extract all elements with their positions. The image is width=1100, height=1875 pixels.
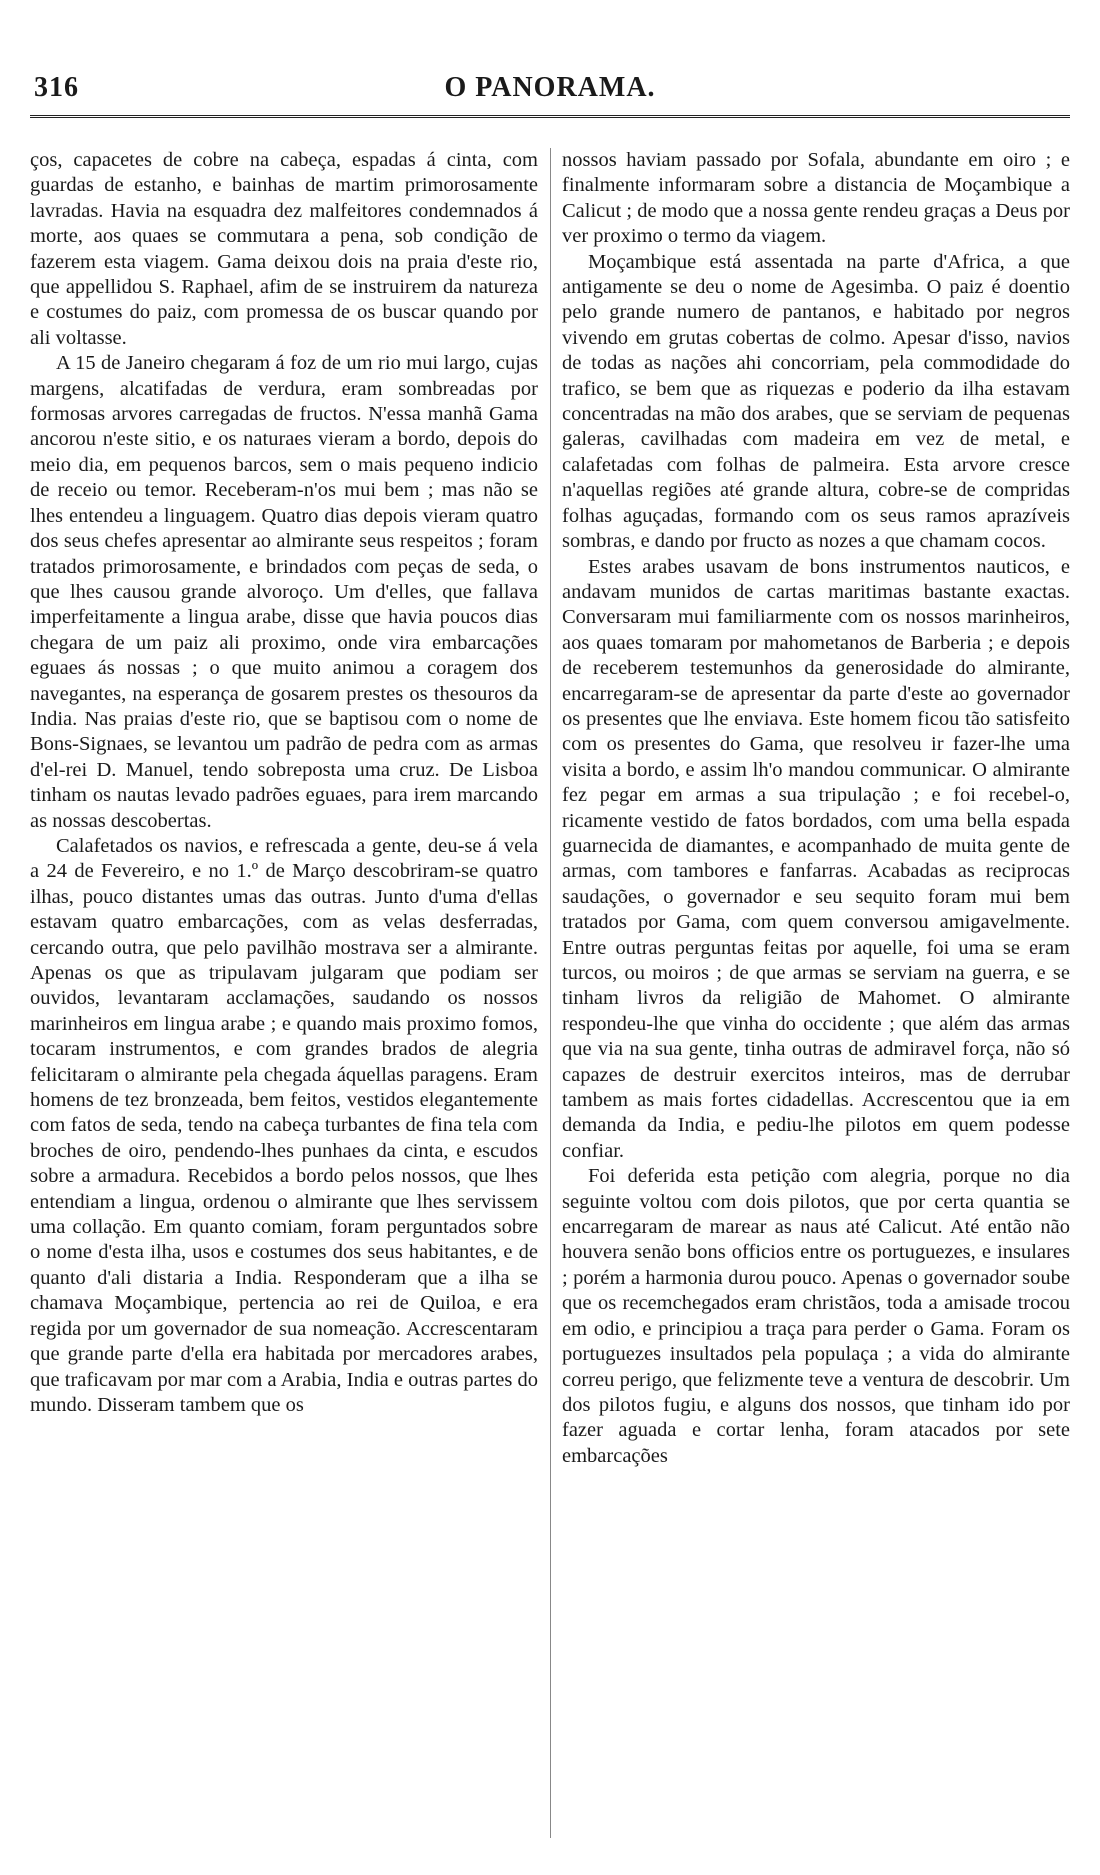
paragraph: nossos haviam passado por Sofala, abundante em oiro ; e finalmente informaram sobre a distancia de Moçambique a Calicut ; de modo que a nossa gente rendeu graças a Deus por ver proximo o termo da viagem. <box>562 149 1070 248</box>
paragraph: Foi deferida esta petição com alegria, porque no dia seguinte voltou com dois pilotos, que por certa quantia se encarregaram de marear as naus até Calicut. Até então não houvera senão bons officios entre os portuguezes, e insulares ; porém a harmonia durou pouco. Apenas o governador soube que os recemchegados eram christãos, toda a amisade trocou em odio, e principiou a traça para perder o Gama. Foram os portuguezes insultados pela populaça ; a vida do almirante correu perigo, que felizmente teve a ventura de descobrir. Um dos pilotos fugiu, e alguns dos nossos, que tinham ido por fazer aguada e cortar lenha, foram atacados por sete embarcações <box>562 1165 1070 1467</box>
paragraph: A 15 de Janeiro chegaram á foz de um rio mui largo, cujas margens, alcatifadas de verdura, eram sombreadas por formosas arvores carregadas de fructos. N'essa manhã Gama ancorou n'este sitio, e os naturaes vieram a bordo, depois do meio dia, em pequenos barcos, sem o mais pequeno indicio de receio ou temor. Receberam-n'os mui bem ; mas não se lhes entendeu a linguagem. Quatro dias depois vieram quatro dos seus chefes apresentar ao almirante seus respeitos ; foram tratados primorosamente, e brindados com peças de seda, o que lhes causou grande alvoroço. Um d'elles, que fallava imperfeitamente a lingua arabe, disse que havia poucos dias chegara de um paiz ali proximo, onde vira embarcações eguaes ás nossas ; o que muito animou a coragem dos navegantes, na esperança de gosarem prestes os thesouros da India. Nas praias d'este rio, que se baptisou com o nome de Bons-Signaes, se levantou um padrão de pedra com as armas d'el-rei D. Manuel, tendo sobreposta uma cruz. De Lisboa tinham os nautas levado padrões eguaes, para irem marcando as nossas descobertas. <box>30 352 538 832</box>
running-title: O PANORAMA. <box>444 72 656 103</box>
paragraph: Moçambique está assentada na parte d'Africa, a que antigamente se deu o nome de Agesimba. O paiz é doentio pelo grande numero de pantanos, e habitado por negros vivendo em grutas cobertas de colmo. Apesar d'isso, navios de todas as nações ahi concorriam, pela commodidade do trafico, se bem que as riquezas e poderio da ilha estavam concentradas na mão dos arabes, que se serviam de pequenas galeras, cavilhadas com madeira em vez de metal, e calafetadas com folhas de palmeira. Esta arvore cresce n'aquellas regiões até grande altura, cobre-se de compridas folhas aguçadas, formando com os seus ramos aprazíveis sombras, e dando por fructo as nozes a que chamam cocos. <box>562 250 1070 553</box>
page-number: 316 <box>34 72 79 103</box>
header-rule <box>30 115 1070 118</box>
text-columns <box>30 148 1070 1848</box>
right-column <box>562 148 1070 1848</box>
page-header <box>30 60 1070 103</box>
newspaper-page <box>30 60 1070 1850</box>
paragraph: Estes arabes usavam de bons instrumentos nauticos, e andavam munidos de cartas maritimas bastante exactas. Conversaram mui familiarmente com os nossos marinheiros, aos quaes tomaram por mahometanos de Barberia ; e depois de receberem testemunhos da generosidade do almirante, encarregaram-se de apresentar da parte d'este ao governador os presentes que lhe enviava. Este homem ficou tão satisfeito com os presentes do Gama, que resolveu ir fazer-lhe uma visita a bordo, e assim lh'o mandou communicar. O almirante fez pegar em armas a sua tripulação ; e foi recebel-o, ricamente vestido de fatos bordados, com uma bella espada guarnecida de diamantes, e acompanhado de muita gente de armas, com tambores e fanfarras. Acabadas as reciprocas saudações, o governador e seu sequito foram mui bem tratados por Gama, com quem conversou amigavelmente. Entre outras perguntas feitas por aquelle, foi uma se eram turcos, ou moiros ; de que armas se serviam na guerra, e se tinham livros da religião de Mahomet. O almirante respondeu-lhe que vinha do occidente ; que além das armas que via na sua gente, tinha outras de admiravel força, não só capazes de destruir exercitos inteiros, mas de derrubar tambem as mais fortes cidadellas. Accrescentou que ia em demanda da India, e pediu-lhe pilotos em quem podesse confiar. <box>562 555 1070 1162</box>
left-column <box>30 148 538 1848</box>
column-divider <box>550 148 551 1838</box>
paragraph: Calafetados os navios, e refrescada a gente, deu-se á vela a 24 de Fevereiro, e no 1.º de Março descobriram-se quatro ilhas, pouco distantes umas das outras. Junto d'uma d'ellas estavam quatro embarcações, com as velas desferradas, cercando outra, que pelo pavilhão mostrava ser a almirante. Apenas os que as tripulavam julgaram que podiam ser ouvidos, levantaram acclamações, saudando os nossos marinheiros em lingua arabe ; e quando mais proximo fomos, tocaram instrumentos, e com grandes brados de alegria felicitaram o almirante pela chegada áquellas paragens. Eram homens de tez bronzeada, bem feitos, vestidos elegantemente com fatos de seda, tendo na cabeça turbantes de fina tela com broches de oiro, pendendo-lhes punhaes da cinta, e escudos sobre a armadura. Recebidos a bordo pelos nossos, que lhes entendiam a lingua, ordenou o almirante que lhes servissem uma collação. Em quanto comiam, foram perguntados sobre o nome d'esta ilha, usos e costumes dos seus habitantes, e de quanto d'ali distaria a India. Responderam que a ilha se chamava Moçambique, pertencia ao rei de Quiloa, e era regida por um governador de sua nomeação. Accrescentaram que grande parte d'ella era habitada por mercadores arabes, que traficavam por mar com a Arabia, India e outras partes do mundo. Disseram tambem que os <box>30 834 538 1416</box>
paragraph: ços, capacetes de cobre na cabeça, espadas á cinta, com guardas de estanho, e bainhas de martim primorosamente lavradas. Havia na esquadra dez malfeitores condemnados á morte, aos quaes se commutara a pena, sob condição de fazerem esta viagem. Gama deixou dois na praia d'este rio, que appellidou S. Raphael, afim de se instruirem da natureza e costumes do paiz, com promessa de os buscar quando por ali voltasse. <box>30 149 538 349</box>
